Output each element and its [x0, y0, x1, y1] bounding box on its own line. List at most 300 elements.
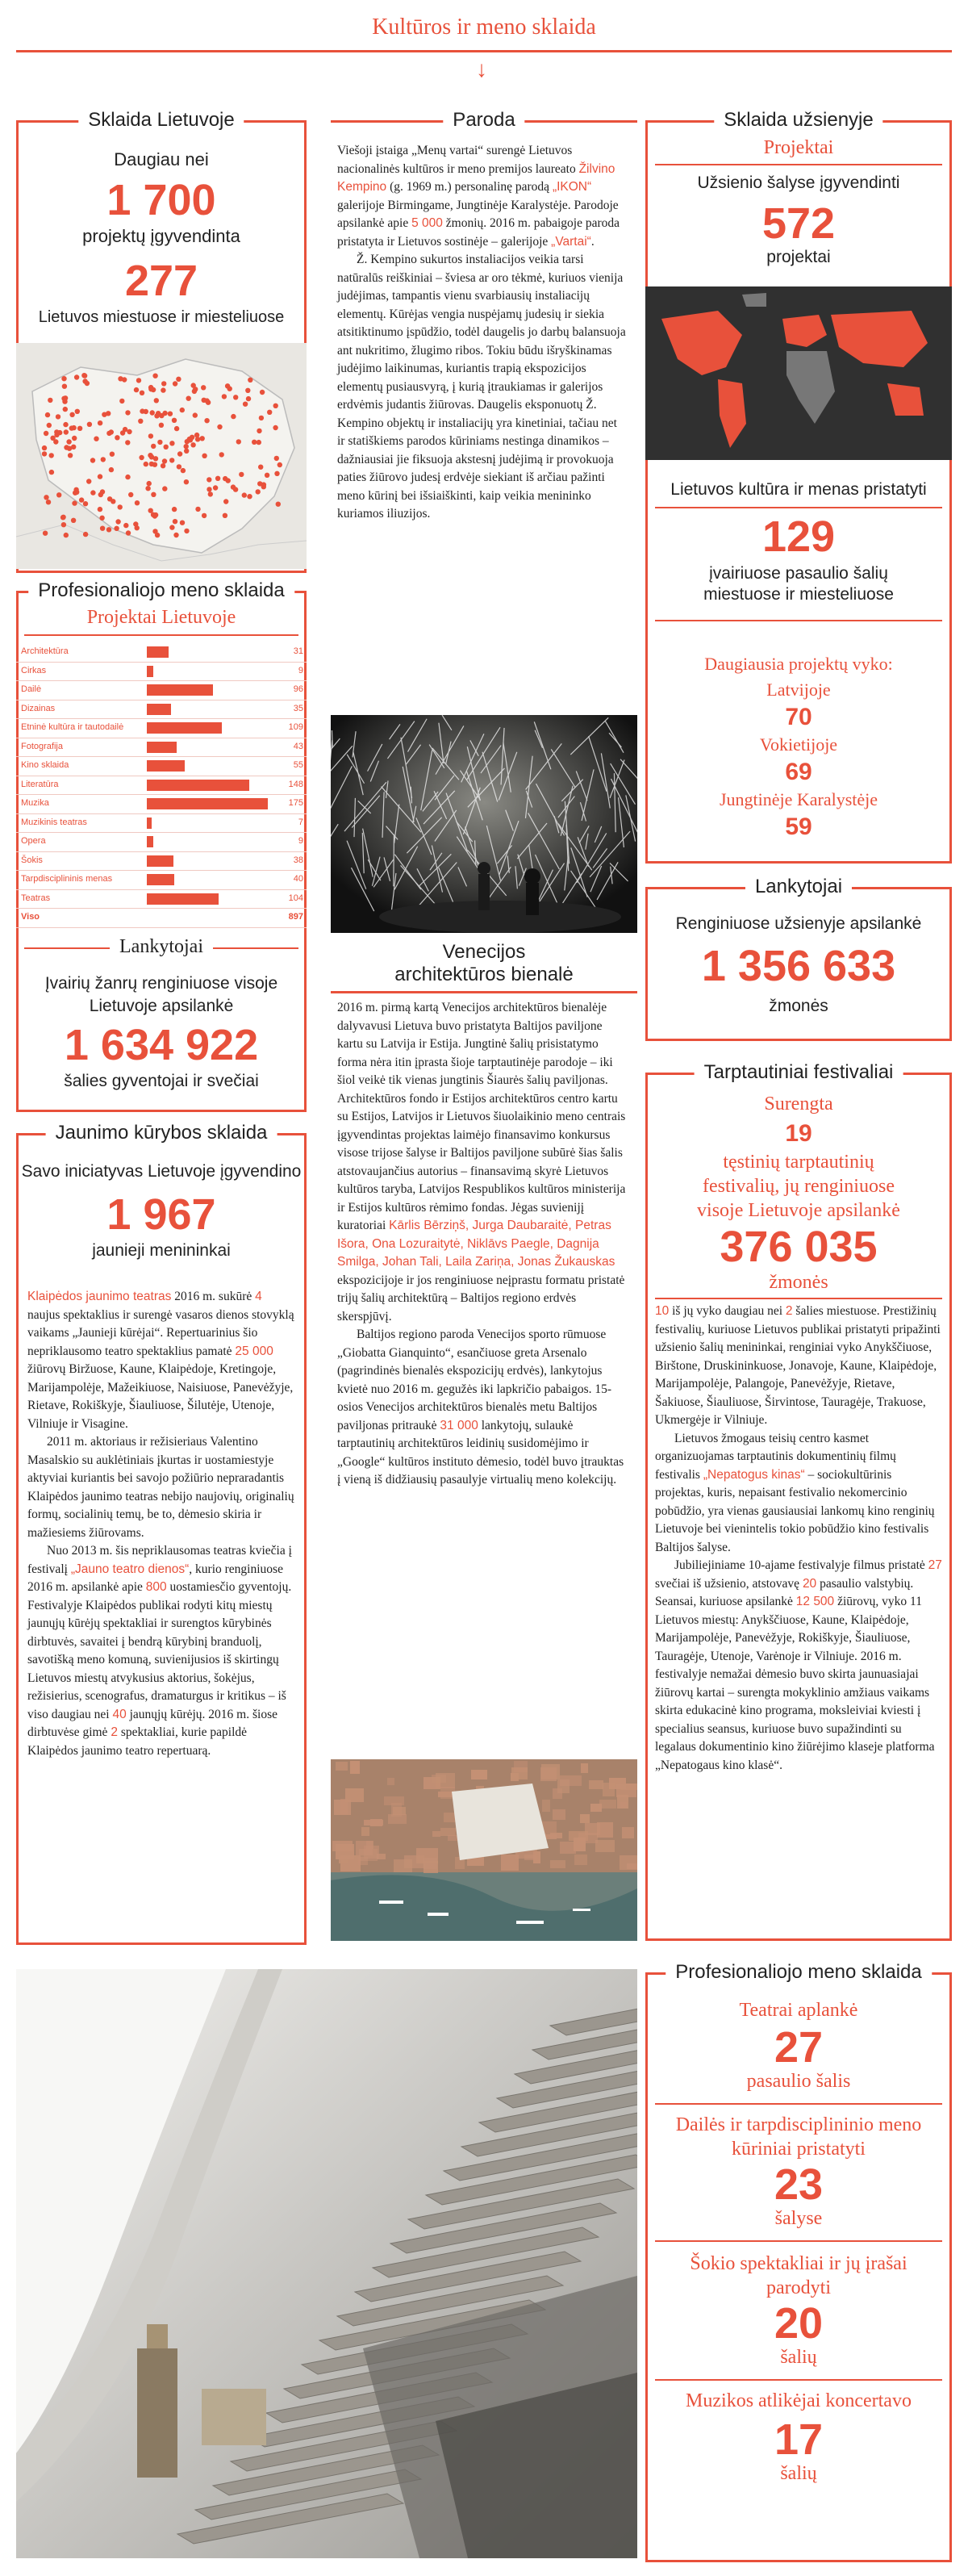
map-location-dot — [63, 407, 68, 412]
map-location-dot — [82, 373, 87, 378]
map-location-dot — [61, 522, 66, 527]
map-location-dot — [54, 429, 59, 434]
roof-block — [581, 1763, 588, 1773]
map-location-dot — [98, 474, 102, 479]
bar-value-label: 40 — [293, 874, 303, 884]
map-location-dot — [77, 426, 82, 431]
roof-block — [599, 1800, 616, 1809]
map-location-dot — [177, 464, 182, 469]
map-location-dot — [83, 532, 88, 537]
map-location-dot — [42, 451, 47, 456]
map-location-dot — [169, 441, 174, 445]
bar-category-label: Viso — [21, 912, 40, 922]
section-header-prof-lt: Profesionaliojo meno sklaida — [16, 579, 307, 604]
map-location-dot — [274, 471, 279, 476]
map-location-dot — [162, 486, 167, 491]
map-location-dot — [257, 440, 261, 445]
map-location-dot — [56, 492, 61, 497]
map-location-dot — [86, 479, 91, 483]
map-location-dot — [215, 476, 220, 481]
map-location-dot — [64, 533, 69, 537]
section-header-lankytojai-abroad: Lankytojai — [645, 876, 952, 900]
map-location-dot — [157, 440, 162, 445]
map-location-dot — [150, 410, 155, 415]
map-location-dot — [239, 472, 244, 477]
map-location-dot — [64, 429, 69, 434]
map-location-dot — [82, 378, 87, 383]
map-location-dot — [256, 489, 261, 494]
map-location-dot — [73, 487, 78, 492]
jaunimo-paragraph-3: Nuo 2013 m. šis nepriklausomas teatras kviečia į festivalį „Jauno teatro dienos“, kurio renginiuose 2016 m. apsilankė apie 800 uostamiesčio gyventojų. Festivalyje Klaipėdos publikai rodyti kitų miestų jaunųjų kūrėjų spektakliai ir surengtos kūrybinės dirbtuvės, savaitei į bendrą kūrybinį branduolį, savotišką meno komuną, suvienijusios iš skirtingų Lietuvos miestų atvykusius aktorius, šokėjus, režisierius, scenografus, dramaturgus ir kritikus – iš viso daugiau nei 40 jaunųjų kūrėjų. 2016 m. šiose dirbtuvėse gimė 2 spektakliai, kurie papildė Klaipėdos jaunimo teatro repertuarą. — [27, 1544, 292, 1758]
map-location-dot — [71, 518, 76, 523]
chart-top-rule — [24, 634, 298, 636]
map-location-dot — [195, 437, 200, 441]
prof-abroad-rule-3 — [655, 2379, 942, 2381]
bar-mark — [147, 760, 185, 772]
roof-block — [471, 1770, 487, 1779]
map-location-dot — [246, 396, 251, 401]
roof-block — [364, 1820, 383, 1825]
bar-separator — [16, 813, 307, 814]
map-location-dot — [274, 456, 279, 461]
daugiau-nei-label: Daugiau nei — [114, 149, 209, 169]
roof-block — [436, 1773, 455, 1788]
map-location-dot — [258, 465, 263, 470]
map-location-dot — [61, 376, 66, 381]
roof-block — [542, 1800, 550, 1812]
bar-value-label: 35 — [293, 703, 303, 713]
map-location-dot — [72, 500, 77, 505]
festivals-text: tęstinių tarptautinių festivalių, jų renginiuose visoje Lietuvoje apsilankė — [697, 1152, 900, 1221]
map-location-dot — [123, 523, 128, 528]
map-location-dot — [123, 427, 127, 432]
bar-row — [16, 910, 307, 926]
map-location-dot — [42, 445, 47, 450]
bar-row — [16, 872, 307, 888]
teatrai-text: Teatrai aplankė — [739, 2000, 858, 2021]
bar-mark — [147, 818, 152, 829]
section-header-uzsienyje: Sklaida užsienyje — [645, 109, 952, 133]
map-location-dot — [202, 398, 207, 403]
muzikos-count: 17 — [774, 2415, 824, 2464]
map-location-dot — [223, 476, 227, 481]
projects-label: projektų įgyvendinta — [82, 226, 240, 246]
prof-abroad-rule-1 — [655, 2103, 942, 2105]
map-location-dot — [83, 501, 88, 506]
bar-category-label: Šokis — [21, 855, 43, 865]
bar-category-label: Kino sklaida — [21, 760, 69, 770]
map-location-dot — [227, 387, 232, 391]
daile-label: šalyse — [774, 2208, 823, 2229]
bar-value-label: 109 — [288, 722, 303, 732]
roof-block — [553, 1788, 562, 1799]
map-location-dot — [154, 413, 159, 418]
roof-block — [336, 1762, 348, 1771]
abroad-projects-count: 572 — [761, 199, 836, 248]
map-location-dot — [138, 419, 143, 424]
roof-block — [345, 1788, 364, 1802]
roof-block — [350, 1761, 360, 1774]
section-header-jaunimo: Jaunimo kūrybos sklaida — [16, 1122, 307, 1146]
bar-mark — [147, 798, 268, 809]
map-location-dot — [149, 462, 154, 466]
map-location-dot — [180, 408, 185, 412]
bar-row — [16, 891, 307, 907]
map-location-dot — [273, 425, 277, 430]
map-location-dot — [48, 398, 52, 403]
abroad-visitors-text: Renginiuose užsienyje apsilankė — [675, 914, 922, 933]
map-location-dot — [247, 494, 252, 499]
map-location-dot — [217, 424, 222, 429]
jaunimo-paragraph-1: Klaipėdos jaunimo teatras 2016 m. sukūrė 4 naujus spektaklius ir surengė vasaros dienos stovyklą vaikams „Jaunieji kūrėjai“. Repertuarinius šio nepriklausomo teatro spektaklius pamatė 25 000 žiūrovų Biržuose, Kaune, Klaipėdoje, Kretingoje, Marijampolėje, Mažeikiuose, Naisiuose, Panevėžyje, Rietave, Rokiškyje, Šiauliuose, Šilutėje, Utenoje, Vilniuje ir Visagine. — [27, 1290, 294, 1431]
map-location-dot — [276, 502, 281, 507]
roof-block — [550, 1833, 562, 1838]
map-location-dot — [148, 433, 153, 438]
roof-block — [622, 1827, 634, 1838]
map-location-dot — [145, 486, 150, 491]
map-location-dot — [125, 475, 130, 479]
lithuania-map — [16, 343, 307, 569]
paroda-body — [337, 142, 628, 524]
map-location-dot — [50, 436, 55, 441]
places-label: įvairiuose pasaulio šalių miestuose ir miesteliuose — [703, 564, 894, 604]
map-location-dot — [223, 499, 228, 504]
bar-value-label: 31 — [293, 646, 303, 656]
map-location-dot — [267, 410, 272, 415]
map-location-dot — [265, 473, 269, 478]
bar-row — [16, 682, 307, 698]
map-location-dot — [126, 530, 131, 535]
map-location-dot — [140, 391, 144, 395]
bar-row — [16, 777, 307, 793]
bar-category-label: Teatras — [21, 893, 51, 903]
map-location-dot — [257, 429, 261, 433]
title-divider — [16, 50, 952, 52]
country-2-count: 69 — [785, 759, 812, 785]
map-location-dot — [172, 507, 177, 512]
map-location-dot — [213, 485, 218, 490]
map-location-dot — [135, 500, 140, 505]
bar-category-label: Etninė kultūra ir tautodailė — [21, 722, 124, 732]
map-location-dot — [161, 381, 166, 386]
map-location-dot — [115, 435, 119, 440]
projektai-label: Projektai — [763, 137, 834, 158]
map-location-dot — [159, 413, 164, 418]
map-location-dot — [109, 467, 114, 472]
bar-value-label: 104 — [288, 893, 303, 903]
map-location-dot — [43, 531, 48, 536]
cities-label: Lietuvos miestuose ir miesteliuose — [38, 308, 285, 326]
map-location-dot — [154, 398, 159, 403]
bar-separator — [16, 662, 307, 663]
roof-block — [560, 1775, 582, 1786]
map-location-dot — [192, 389, 197, 394]
jaunimo-label: jaunieji menininkai — [92, 1241, 231, 1260]
map-location-dot — [200, 436, 205, 441]
roof-block — [364, 1846, 379, 1859]
map-location-dot — [152, 374, 157, 378]
bar-value-label: 9 — [298, 665, 303, 675]
section-header-lankytojai-lt: Lankytojai — [24, 936, 298, 960]
projektai-rule — [655, 164, 942, 165]
map-location-dot — [148, 453, 152, 458]
map-location-dot — [190, 435, 194, 440]
map-location-dot — [201, 385, 206, 390]
map-location-dot — [168, 412, 173, 416]
bar-mark — [147, 742, 177, 753]
bar-category-label: Literatūra — [21, 779, 59, 789]
roof-block — [448, 1835, 458, 1841]
venecija-paragraph-2: Baltijos regiono paroda Venecijos sporto rūmuose „Giobatta Gianquinto“, esančiuose greta Arsenalo (pagrindinės bienalės ekspozicijų erdvės), lankytojus kvietė nuo 2016 m. gegužės iki lapkričio pabaigos. 15-osios Venecijos architektūros bienalės metu Baltijos paviljonas pritraukė 31 000 lankytojų, sulaukė tarptautinių architektūros leidinių susidomėjimo ir „Google“ kultūros instituto dėmesio, todėl buvo įtrauktas į vieną iš didžiausių pasaulyje virtualių meno kolekcijų. — [337, 1328, 624, 1487]
map-location-dot — [49, 453, 54, 458]
projects-count: 1 700 — [106, 176, 216, 224]
map-location-dot — [99, 516, 104, 521]
map-location-dot — [46, 500, 51, 504]
map-location-dot — [114, 526, 119, 531]
roof-block — [387, 1778, 394, 1785]
map-location-dot — [184, 529, 189, 533]
sokio-label: šalių — [780, 2347, 817, 2368]
map-location-dot — [204, 418, 209, 423]
map-location-dot — [100, 526, 105, 531]
installation-photo — [331, 715, 637, 933]
bar-mark — [147, 722, 222, 734]
roof-block — [501, 1855, 519, 1871]
map-location-dot — [94, 437, 98, 441]
bar-value-label: 175 — [288, 798, 303, 808]
map-location-dot — [148, 387, 153, 391]
map-location-dot — [177, 451, 182, 456]
map-location-dot — [180, 521, 185, 525]
venecija-rule — [331, 991, 637, 993]
map-location-dot — [106, 527, 111, 532]
map-location-dot — [169, 458, 174, 462]
visitors-count: 1 634 922 — [64, 1021, 259, 1069]
map-location-dot — [273, 404, 278, 408]
jaunimo-intro: Savo iniciatyvas Lietuvoje įgyvendino — [21, 1162, 302, 1181]
section-header-paroda: Paroda — [331, 109, 637, 133]
map-location-dot — [223, 513, 227, 518]
map-location-dot — [74, 374, 79, 379]
map-location-dot — [66, 439, 71, 444]
map-location-dot — [151, 444, 156, 449]
map-location-dot — [98, 420, 102, 425]
cities-count: 277 — [124, 257, 198, 305]
festival-visitors-label: žmonės — [769, 1272, 828, 1293]
festivaliai-paragraph-1: 10 iš jų vyko daugiau nei 2 šalies miestuose. Prestižinių festivalių, kuriuose Lietuvos publikai pristatyti pripažinti užsienio šalių menininkai, renginiai vyko Anykščiuose, Birštone, Druskininkuose, Jonavoje, Kaune, Klaipėdoje, Marijampolėje, Palangoje, Panevėžyje, Rietave, Šakiuose, Šiauliuose, Širvintose, Tauragėje, Trakuose, Ukmergėje ir Vilniuje. — [655, 1304, 941, 1427]
map-location-dot — [191, 383, 196, 387]
world-map — [645, 286, 952, 460]
projektai-lietuvoje-label: Projektai Lietuvoje — [86, 607, 236, 628]
muzikos-label: šalių — [780, 2463, 817, 2484]
map-location-dot — [231, 484, 236, 489]
map-location-dot — [169, 525, 174, 529]
map-location-dot — [110, 452, 115, 457]
map-location-dot — [186, 396, 191, 401]
bar-row — [16, 815, 307, 831]
bar-mark — [147, 855, 173, 867]
pristatyti-text: Lietuvos kultūra ir menas pristatyti — [670, 480, 927, 499]
map-location-dot — [159, 423, 164, 428]
bar-value-label: 38 — [293, 855, 303, 865]
arrow-down-icon: ↓ — [476, 56, 487, 82]
bar-separator — [16, 908, 307, 909]
map-location-dot — [206, 400, 211, 405]
map-location-dot — [64, 445, 69, 450]
bar-separator — [16, 851, 307, 852]
roof-block — [574, 1855, 587, 1865]
map-location-dot — [252, 440, 257, 445]
festivals-count: 19 — [785, 1120, 812, 1147]
page-title: Kultūros ir meno sklaida — [372, 15, 596, 40]
map-location-dot — [90, 490, 95, 495]
bar-category-label: Fotografija — [21, 741, 63, 751]
bar-category-label: Tarpdisciplininis menas — [21, 874, 113, 884]
map-location-dot — [243, 402, 248, 407]
map-location-dot — [261, 484, 266, 489]
bar-separator — [16, 870, 307, 871]
roof-block — [339, 1857, 348, 1863]
roof-block — [580, 1814, 590, 1823]
bar-category-label: Dizainas — [21, 703, 56, 713]
map-location-dot — [173, 533, 178, 537]
map-location-dot — [242, 492, 247, 497]
bar-category-label: Muzika — [21, 798, 49, 808]
map-location-dot — [153, 512, 158, 517]
map-location-dot — [277, 462, 282, 467]
map-location-dot — [236, 439, 241, 444]
map-location-dot — [56, 414, 60, 419]
roof-block — [553, 1809, 565, 1820]
festivaliai-rule — [655, 1298, 942, 1299]
map-location-dot — [63, 422, 68, 427]
sokio-count: 20 — [774, 2299, 824, 2348]
visitors-label: šalies gyventojai ir svečiai — [64, 1072, 259, 1090]
bar-separator — [16, 718, 307, 719]
map-location-dot — [119, 399, 124, 404]
map-location-dot — [127, 429, 131, 434]
map-location-dot — [75, 409, 80, 414]
section-header-festivaliai: Tarptautiniai festivaliai — [645, 1061, 952, 1085]
map-location-dot — [173, 381, 177, 386]
bar-mark — [147, 836, 153, 847]
bar-row — [16, 701, 307, 717]
map-location-dot — [102, 412, 106, 417]
map-location-dot — [248, 378, 252, 383]
map-location-dot — [68, 453, 73, 458]
map-location-dot — [184, 449, 189, 454]
bar-value-label: 55 — [293, 760, 303, 770]
bar-value-label: 96 — [293, 684, 303, 694]
map-location-dot — [133, 521, 138, 526]
jaunimo-body — [27, 1288, 297, 1760]
bar-category-label: Dailė — [21, 684, 42, 694]
map-location-dot — [61, 396, 66, 401]
daugiausia-rule — [655, 620, 942, 621]
map-location-dot — [87, 422, 92, 427]
map-location-dot — [176, 377, 181, 382]
map-location-dot — [184, 479, 189, 484]
map-location-dot — [181, 468, 186, 473]
visitors-text: Įvairių žanrų renginiuose visoje Lietuvoje apsilankė — [44, 974, 278, 1015]
paroda-paragraph-1: Viešoji įstaiga „Menų vartai“ surengė Lietuvos nacionalinės kultūros ir meno premijos laureato Žilvino Kempino (g. 1969 m.) personalinę parodą „IKON“ galerijoje Birmingame, Jungtinėje Karalystėje. Parodoje apsilankė apie 5 000 žmonių. 2016 m. pabaigoje paroda pristatyta ir Lietuvos sostinėje – galerijoje „Vartai“. — [337, 144, 620, 249]
map-location-dot — [47, 423, 52, 428]
map-location-dot — [245, 388, 250, 393]
muzikos-text: Muzikos atlikėjai koncertavo — [686, 2390, 912, 2411]
map-location-dot — [118, 504, 123, 509]
jaunimo-count: 1 967 — [106, 1190, 216, 1239]
abroad-visitors-label: žmonės — [769, 997, 828, 1015]
bar-row — [16, 758, 307, 774]
prof-abroad-rule-2 — [655, 2240, 942, 2242]
map-location-dot — [164, 445, 169, 450]
abroad-visitors-count: 1 356 633 — [701, 942, 896, 990]
country-3-count: 59 — [785, 813, 812, 840]
map-location-dot — [125, 440, 130, 445]
bar-separator — [16, 794, 307, 795]
section-header-prof-abroad: Profesionaliojo meno sklaida — [645, 1961, 952, 1985]
roof-block — [424, 1858, 437, 1869]
map-location-dot — [136, 378, 141, 383]
roof-block — [550, 1860, 565, 1868]
map-location-dot — [161, 463, 165, 468]
roof-block — [440, 1828, 456, 1836]
map-location-dot — [202, 513, 207, 518]
pristatyti-rule — [655, 507, 942, 508]
roof-block — [394, 1859, 412, 1872]
map-location-dot — [122, 377, 127, 382]
map-location-dot — [162, 458, 167, 463]
teatrai-count: 27 — [774, 2023, 824, 2072]
map-location-dot — [115, 519, 120, 524]
roof-block — [595, 1840, 615, 1852]
map-location-dot — [45, 412, 50, 417]
map-location-dot — [98, 507, 102, 512]
map-location-dot — [219, 452, 224, 457]
bar-mark — [147, 893, 219, 905]
map-location-dot — [49, 470, 54, 475]
surengta-label: Surengta — [764, 1094, 833, 1114]
roof-block — [574, 1838, 586, 1851]
bar-row — [16, 834, 307, 850]
map-location-dot — [144, 462, 148, 466]
bar-separator — [16, 927, 307, 928]
bar-value-label: 7 — [298, 817, 303, 827]
bar-row — [16, 796, 307, 812]
festival-visitors-count: 376 035 — [720, 1223, 878, 1271]
bar-category-label: Architektūra — [21, 646, 69, 656]
bar-value-label: 9 — [298, 836, 303, 846]
daugiausia-label: Daugiausia projektų vyko: — [704, 654, 893, 674]
bar-separator — [16, 680, 307, 681]
map-location-dot — [195, 507, 200, 512]
map-location-dot — [231, 414, 236, 419]
country-1: Latvijoje — [766, 680, 831, 700]
bar-mark — [147, 684, 213, 696]
bar-category-label: Cirkas — [21, 665, 47, 675]
roof-block — [589, 1780, 603, 1789]
map-location-dot — [69, 412, 74, 417]
paroda-paragraph-2: Ž. Kempino sukurtos instaliacijos veikia tarsi natūralūs reiškiniai – šviesa ar oro tėkmė, kuriuos vienija judėjimas, tampantis vienu svarbiausių instaliacijų elementų. Kūrėjas vengia nuspėjamų judesių ir siekia atsitiktinumo įspūdžio, todėl daugelis jo darbų balansuoja ant nukritimo, žlugimo ribos. Tokiu būdu išryškinamas judėjimo laikinumas, kuriantis trapią ekspozicijos elementų pusiausvyrą, į kurią įtraukiamas ir galerijos erdvėmis judantis žiūrovas. Daugelis eksponuotų Ž. Kempino objektų ir instaliacijų yra kinetiniai, tačiau net ir statiškiems parodos kūriniams nestinga dinamikos – dažniausiai jie fiksuoja akstesnį judėjimą ir provokuoja paties žiūrovo judesį erdvėje siekiant iš arčiau pažinti meno kūrinį bei išsiaiškinti, kaip veikia menininko kuriamos iliuzijos. — [337, 253, 626, 521]
map-location-dot — [128, 492, 133, 497]
gallery-stairs-photo — [16, 1969, 637, 2558]
bar-separator — [16, 889, 307, 890]
bar-row — [16, 739, 307, 755]
map-location-dot — [125, 410, 130, 415]
map-location-dot — [172, 418, 177, 423]
country-2: Vokietijoje — [759, 734, 838, 755]
roof-block — [361, 1827, 369, 1836]
